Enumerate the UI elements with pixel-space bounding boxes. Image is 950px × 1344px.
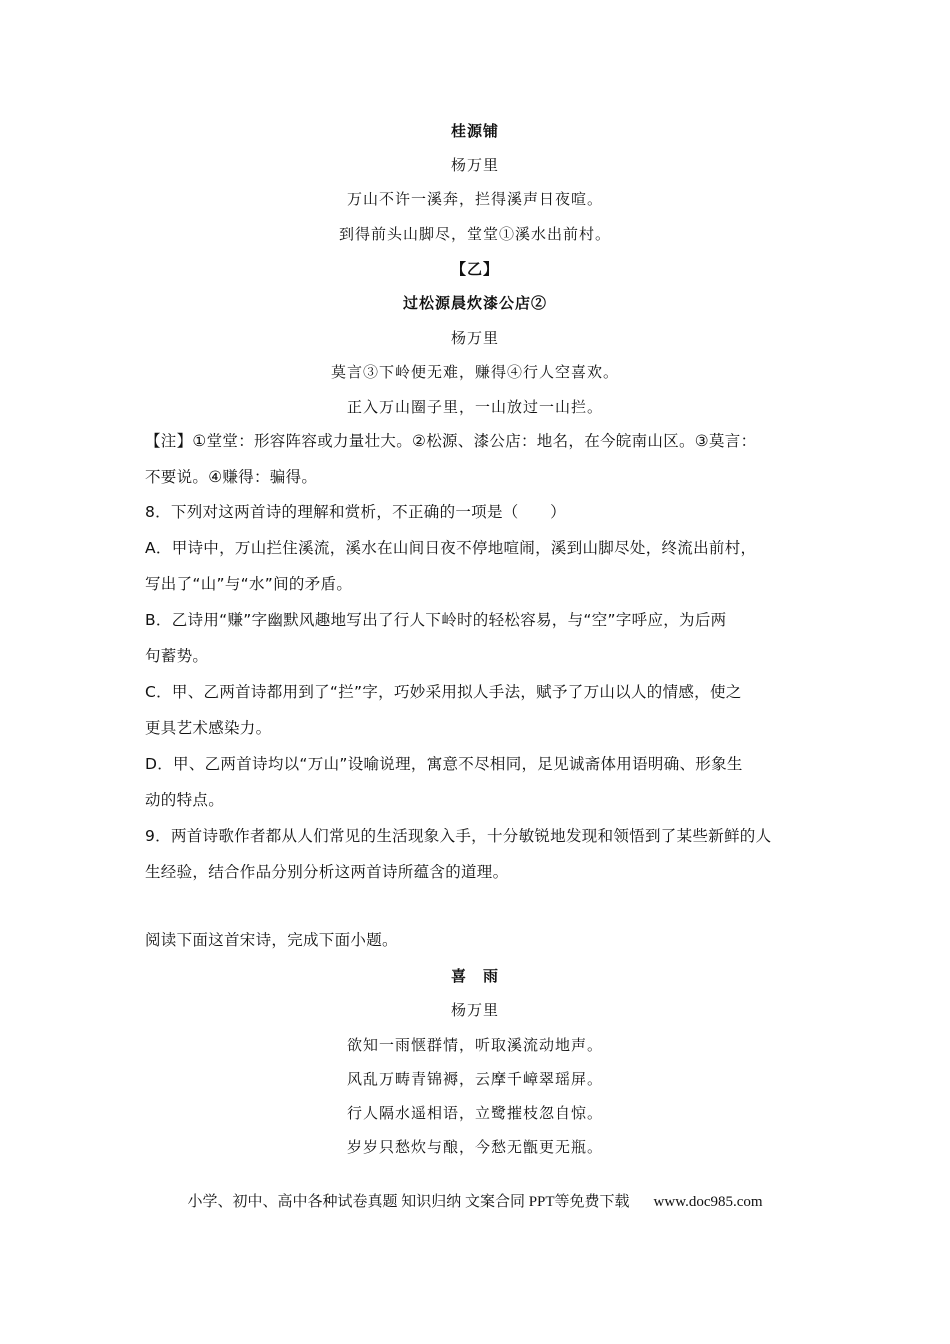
poem1-line: 万山不许一溪奔，拦得溪声日夜喧。 [346,190,603,208]
notes [145,423,810,495]
option-a-cont: 写出了“山”与“水”间的矛盾。 [145,575,353,593]
poem3-title: 喜 雨 [450,967,499,985]
poem1-title: 桂源铺 [450,122,499,140]
notes-line: 【注】①堂堂：形容阵容或力量壮大。②松源、漆公店：地名，在今皖南山区。③莫言： [145,432,757,450]
poem2-line: 莫言③下岭便无难，赚得④行人空喜欢。 [330,363,619,381]
reading-intro-text: 阅读下面这首宋诗，完成下面小题。 [145,931,398,949]
question-8 [145,494,810,890]
option-b: B．乙诗用“赚”字幽默风趣地写出了行人下岭时的轻松容易，与“空”字呼应，为后两 [145,611,727,629]
poem3-line: 行人隔水遥相语，立鹭摧枝忽自惊。 [346,1104,603,1122]
poem3-line: 欲知一雨惬群情，听取溪流动地声。 [346,1036,603,1054]
poem2-author: 杨万里 [450,329,499,347]
question-9-cont: 生经验，结合作品分别分析这两首诗所蕴含的道理。 [145,863,509,881]
reading-intro [145,922,810,958]
poem3-line: 岁岁只愁炊与酿，今愁无甑更无瓶。 [346,1138,603,1156]
poem1-line: 到得前头山脚尽，堂堂①溪水出前村。 [338,225,611,243]
option-a: A．甲诗中，万山拦住溪流，溪水在山间日夜不停地喧闹，溪到山脚尽处，终流出前村， [145,539,757,557]
footer-text: 小学、初中、高中各种试卷真题 知识归纳 文案合同 PPT等免费下载 [187,1194,630,1210]
poem3-line: 风乱万畴青锦褥，云摩千嶂翠瑶屏。 [346,1070,603,1088]
option-c-cont: 更具艺术感染力。 [145,719,272,737]
poem3-author: 杨万里 [450,1001,499,1019]
poem2-line: 正入万山圈子里，一山放过一山拦。 [346,398,603,416]
poem2-title: 过松源晨炊漆公店② [402,294,547,312]
notes-line: 不要说。④赚得：骗得。 [145,468,318,486]
option-d: D．甲、乙两首诗均以“万山”设喻说理，寓意不尽相同，足见诚斋体用语明确、形象生 [145,755,743,773]
question-9: 9．两首诗歌作者都从人们常见的生活现象入手，十分敏锐地发现和领悟到了某些新鲜的人 [145,827,772,845]
option-c: C．甲、乙两首诗都用到了“拦”字，巧妙采用拟人手法，赋予了万山以人的情感，使之 [145,683,742,701]
footer-site-link[interactable]: www.doc985.com [653,1194,763,1210]
question-8-stem: 8．下列对这两首诗的理解和赏析，不正确的一项是（ ） [145,503,566,521]
section-label-yi: 【乙】 [450,260,499,278]
option-d-cont: 动的特点。 [145,791,225,809]
option-b-cont: 句蓄势。 [145,647,209,665]
poem1-author: 杨万里 [450,156,499,174]
page-footer [0,1190,950,1211]
